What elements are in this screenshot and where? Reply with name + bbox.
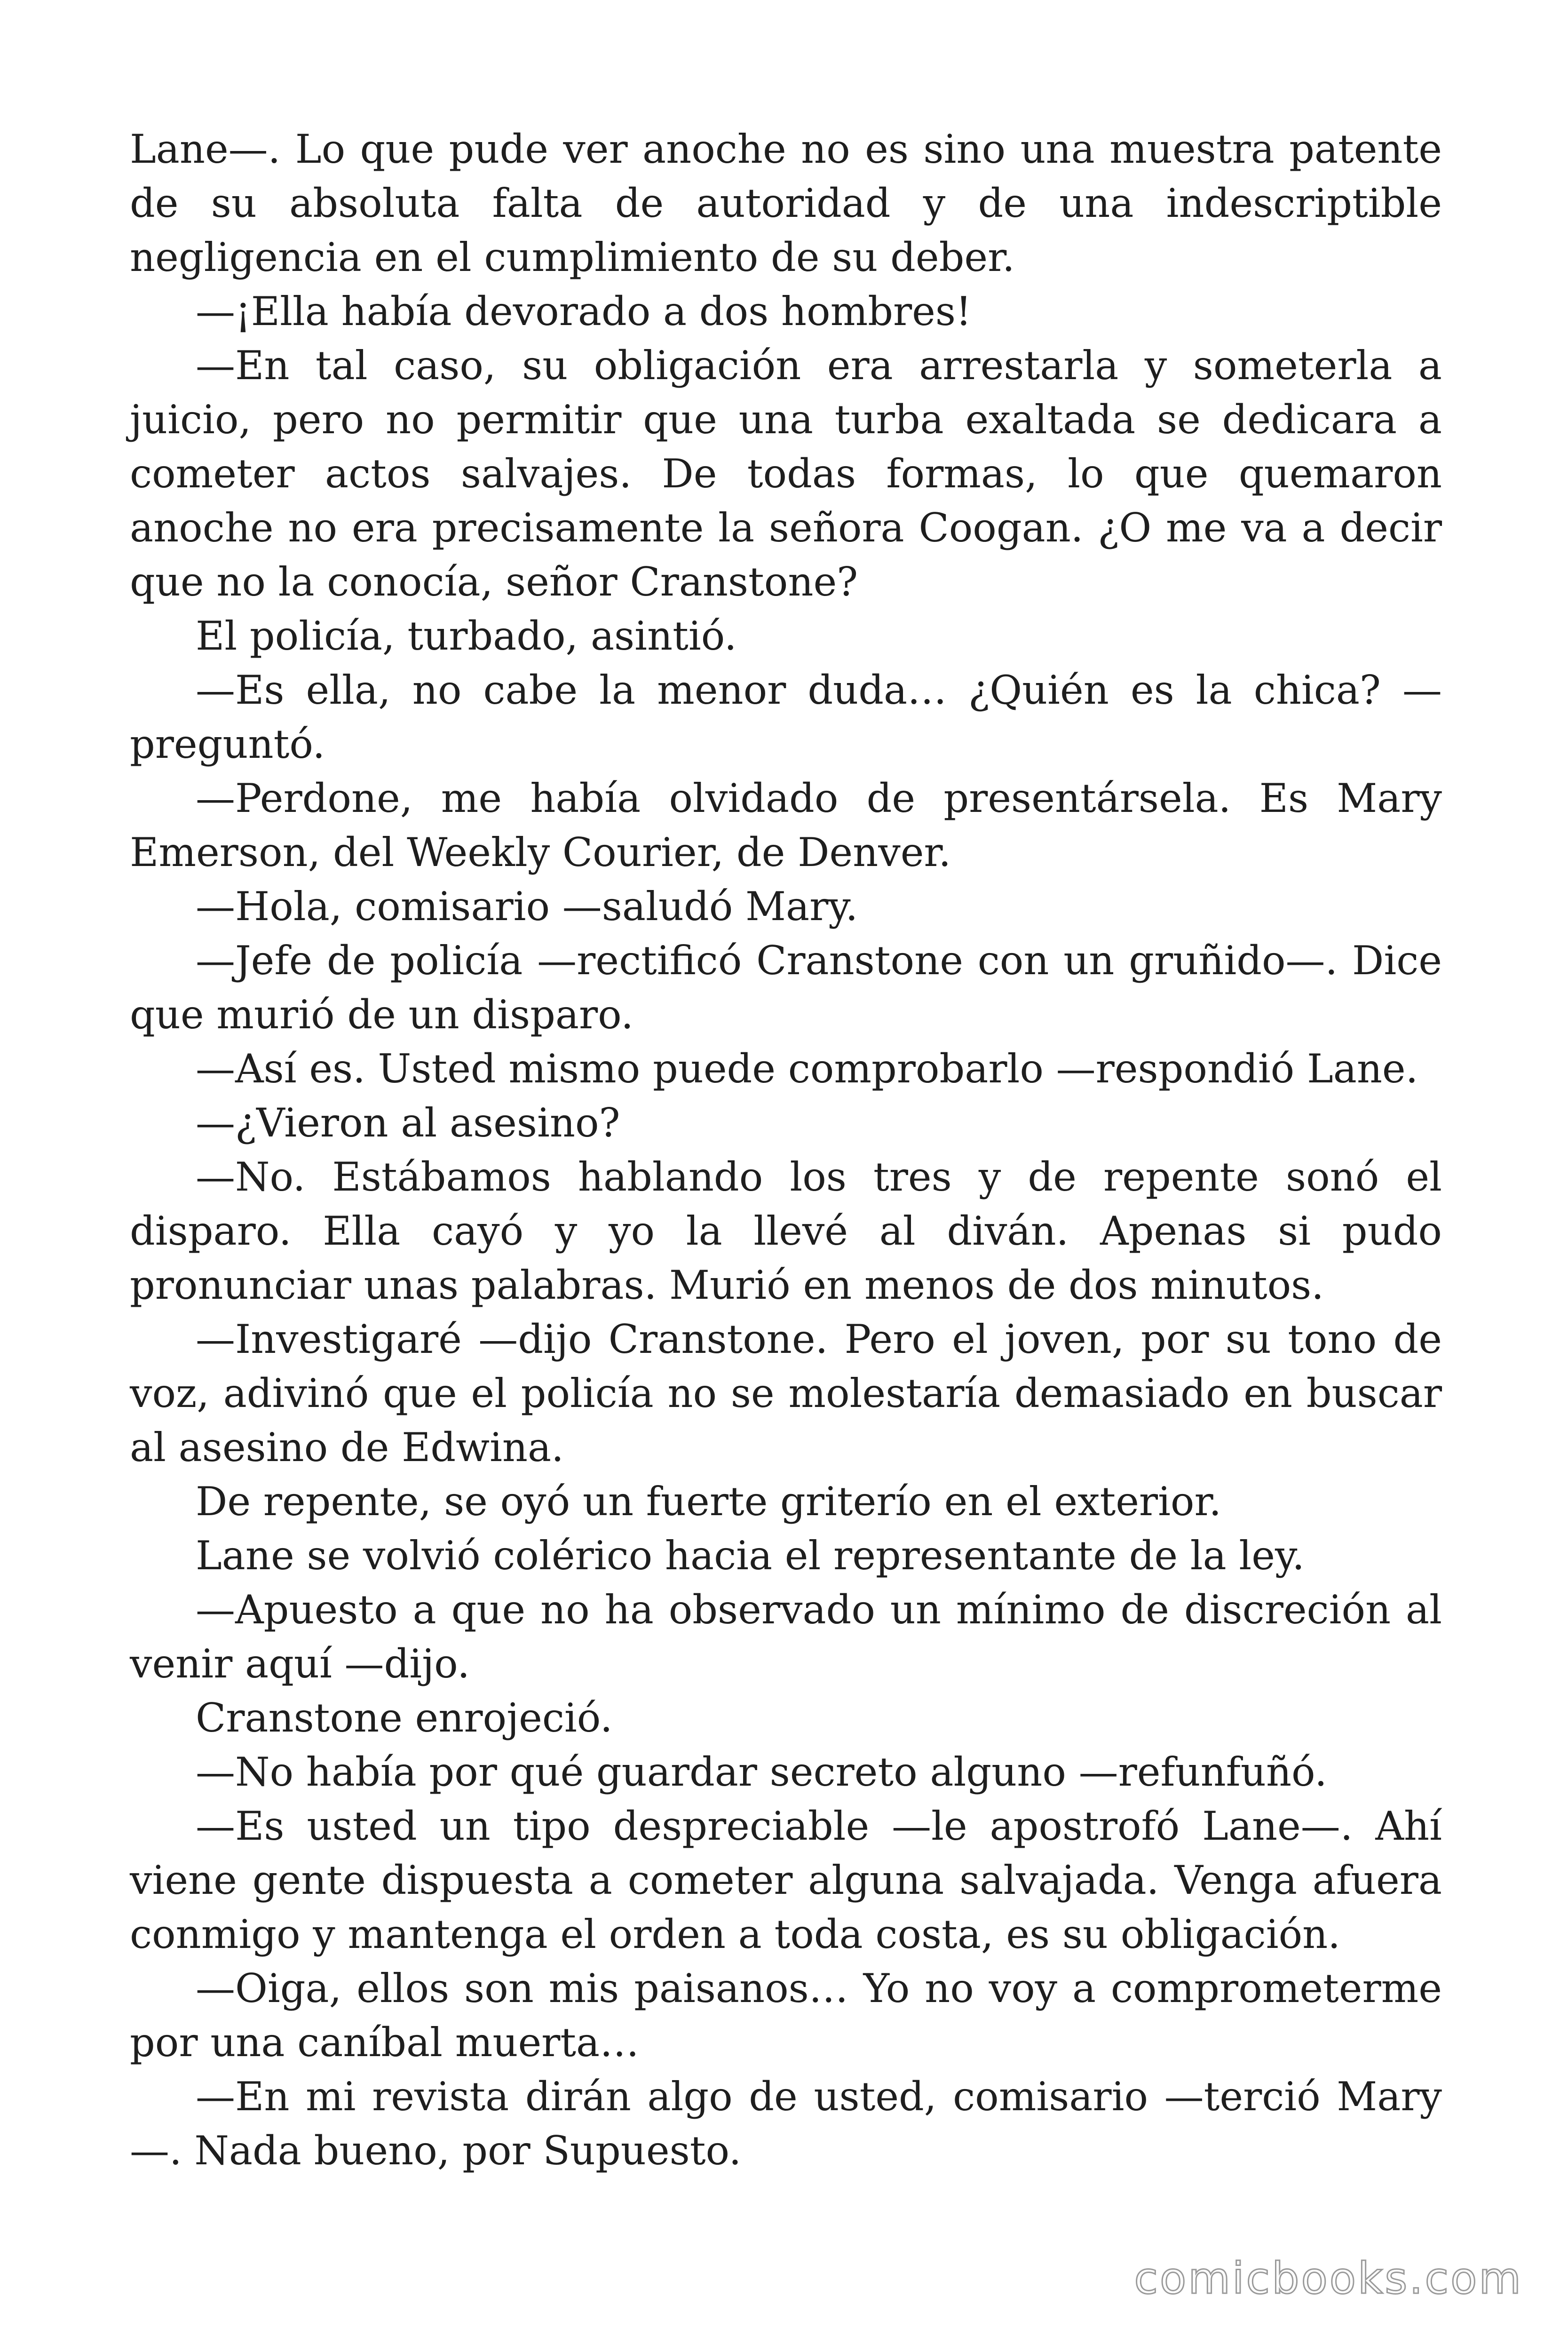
paragraph: Lane se volvió colérico hacia el representante de la ley. — [196, 1533, 1305, 1579]
paragraph: —Hola, comisario —saludó Mary. — [196, 883, 858, 930]
paragraph: Cranstone enrojeció. — [196, 1695, 613, 1741]
paragraph: —Es usted un tipo despreciable —le apostrofó Lane—. Ahí viene gente dispuesta a cometer alguna salvajada. Venga afuera conmigo y mantenga el orden a toda costa, es su obligación. — [130, 1803, 1442, 1957]
paragraph: —En tal caso, su obligación era arrestarla y someterla a juicio, pero no permitir que una turba exaltada se dedicara a cometer actos salvajes. De todas formas, lo que quemaron anoche no era precisamente la señora Coogan. ¿O me va a decir que no la conocía, señor Cranstone? — [130, 342, 1442, 605]
paragraph: De repente, se oyó un fuerte griterío en el exterior. — [196, 1478, 1222, 1525]
paragraph: —Perdone, me había olvidado de presentársela. Es Mary Emerson, del Weekly Courier, de Denver. — [130, 775, 1442, 875]
watermark: comicbooks.com — [1134, 2253, 1523, 2304]
paragraph: —En mi revista dirán algo de usted, comisario —terció Mary—. Nada bueno, por Supuesto. — [130, 2074, 1442, 2174]
paragraph: El policía, turbado, asintió. — [196, 613, 737, 659]
paragraph: —Es ella, no cabe la menor duda… ¿Quién es la chica? —preguntó. — [130, 667, 1442, 767]
paragraph: Lane—. Lo que pude ver anoche no es sino una muestra patente de su absoluta falta de autoridad y de una indescriptible negligencia en el cumplimiento de su deber. — [130, 126, 1442, 280]
paragraph: —Jefe de policía —rectificó Cranstone con un gruñido—. Dice que murió de un disparo. — [130, 938, 1442, 1038]
paragraph: —No. Estábamos hablando los tres y de repente sonó el disparo. Ella cayó y yo la llevé al diván. Apenas si pudo pronunciar unas palabras. Murió en menos de dos minutos. — [130, 1154, 1442, 1308]
paragraph: —Apuesto a que no ha observado un mínimo de discreción al venir aquí —dijo. — [130, 1587, 1442, 1687]
paragraph: —¡Ella había devorado a dos hombres! — [196, 288, 972, 334]
paragraph: —No había por qué guardar secreto alguno —refunfuñó. — [196, 1749, 1327, 1795]
paragraph: —Oiga, ellos son mis paisanos… Yo no voy a comprometerme por una caníbal muerta… — [130, 1965, 1442, 2066]
paragraph: —¿Vieron al asesino? — [196, 1100, 620, 1146]
paragraph: —Así es. Usted mismo puede comprobarlo —respondió Lane. — [196, 1046, 1418, 1092]
paragraph: —Investigaré —dijo Cranstone. Pero el joven, por su tono de voz, adivinó que el policía no se molestaría demasiado en buscar al asesino de Edwina. — [130, 1316, 1442, 1470]
body-text — [130, 122, 1442, 2178]
